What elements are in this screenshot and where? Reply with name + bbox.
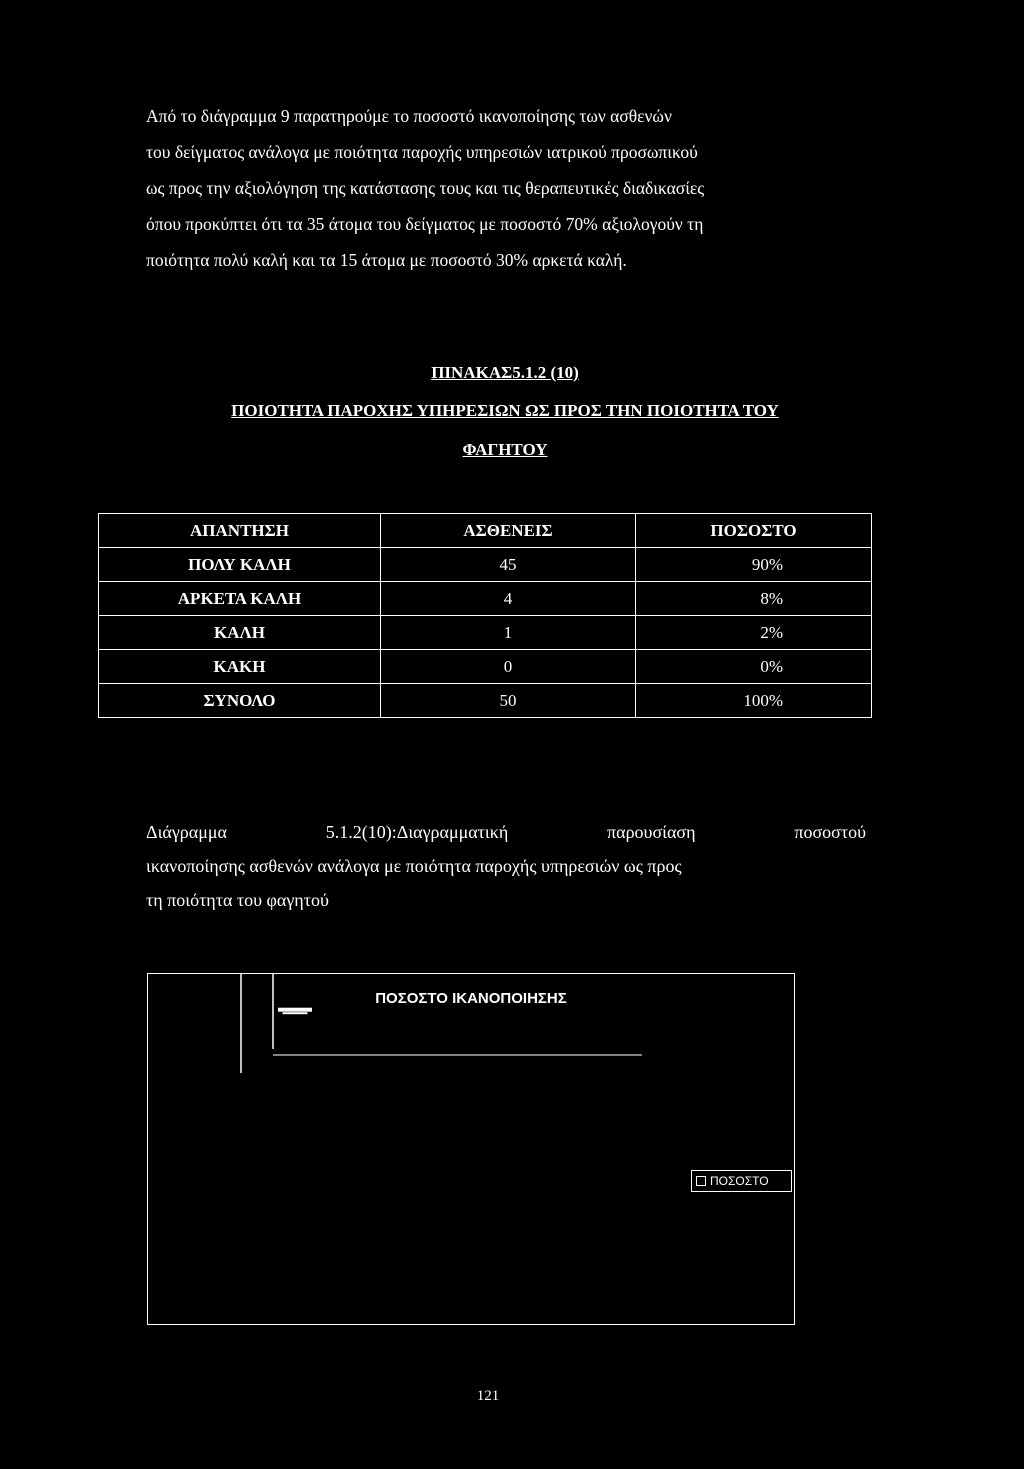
answer-cell: ΚΑΚΗ xyxy=(99,650,381,684)
legend-label: ΠΟΣΟΣΤΟ xyxy=(710,1174,769,1188)
answer-cell: ΣΥΝΟΛΟ xyxy=(99,684,381,718)
intro-paragraph xyxy=(146,98,866,278)
table-title-heading: ΠΟΙΟΤΗΤΑ ΠΑΡΟΧΗΣ ΥΠΗΡΕΣΙΩΝ ΩΣ ΠΡΟΣ ΤΗΝ ΠΟΙΟΤΗΤΑ ΤΟΥ xyxy=(231,401,779,420)
table-row xyxy=(99,582,872,616)
page-number: 121 xyxy=(476,1388,500,1404)
table-header-row xyxy=(99,514,872,548)
percent-cell: 2% xyxy=(636,616,872,650)
satisfaction-chart xyxy=(147,973,795,1325)
results-table xyxy=(98,513,872,718)
answer-cell: ΑΡΚΕΤΑ ΚΑΛΗ xyxy=(99,582,381,616)
percent-cell: 90% xyxy=(636,548,872,582)
caption-line: ικανοποίησης ασθενών ανάλογα με ποιότητα παροχής υπηρεσιών ως προς xyxy=(146,856,682,876)
percent-cell: 0% xyxy=(636,650,872,684)
caption-word: Διάγραμμα xyxy=(146,822,227,842)
chart-caption xyxy=(146,815,866,917)
caption-line xyxy=(146,815,866,849)
percent-cell: 8% xyxy=(636,582,872,616)
table-title-heading-continued: ΦΑΓΗΤΟΥ xyxy=(462,440,548,459)
column-header-percent: ΠΟΣΟΣΤΟ xyxy=(636,514,872,548)
answer-cell: ΚΑΛΗ xyxy=(99,616,381,650)
table-row xyxy=(99,650,872,684)
caption-line: τη ποιότητα του φαγητού xyxy=(146,890,329,910)
answer-cell: ΠΟΛΥ ΚΑΛΗ xyxy=(99,548,381,582)
patients-cell: 4 xyxy=(381,582,636,616)
table-row xyxy=(99,616,872,650)
paragraph-line: Από το διάγραμμα 9 παρατηρούμε το ποσοστό ικανοποίησης των ασθενών xyxy=(146,106,672,126)
column-header-patients: ΑΣΘΕΝΕΙΣ xyxy=(381,514,636,548)
paragraph-line: όπου προκύπτει ότι τα 35 άτομα του δείγματος με ποσοστό 70% αξιολογούν τη xyxy=(146,214,704,234)
bar-0 xyxy=(279,1009,311,1011)
chart-title: ΠΟΣΟΣΤΟ ΙΚΑΝΟΠΟΙΗΣΗΣ xyxy=(375,990,567,1007)
caption-word: 5.1.2(10):Διαγραμματική xyxy=(325,822,509,842)
paragraph-line: ως προς την αξιολόγηση της κατάστασης τους και τις θεραπευτικές διαδικασίες xyxy=(146,178,705,198)
patients-cell: 0 xyxy=(381,650,636,684)
caption-word: παρουσίαση xyxy=(607,822,696,842)
table-number-heading: ΠΙΝΑΚΑΣ5.1.2 (10) xyxy=(431,363,579,382)
column-header-answer: ΑΠΑΝΤΗΣΗ xyxy=(99,514,381,548)
bar-inner-0 xyxy=(283,1013,307,1014)
chart-legend xyxy=(691,1170,792,1192)
chart-plot-area xyxy=(148,974,796,1326)
table-total-row xyxy=(99,684,872,718)
paragraph-line: του δείγματος ανάλογα με ποιότητα παροχής υπηρεσιών ιατρικού προσωπικού xyxy=(146,142,698,162)
paragraph-line: ποιότητα πολύ καλή και τα 15 άτομα με ποσοστό 30% αρκετά καλή. xyxy=(146,250,627,270)
patients-cell: 50 xyxy=(381,684,636,718)
table-row xyxy=(99,548,872,582)
patients-cell: 45 xyxy=(381,548,636,582)
patients-cell: 1 xyxy=(381,616,636,650)
percent-cell: 100% xyxy=(636,684,872,718)
caption-word: ποσοστού xyxy=(794,822,866,842)
legend-swatch-icon xyxy=(696,1176,706,1186)
